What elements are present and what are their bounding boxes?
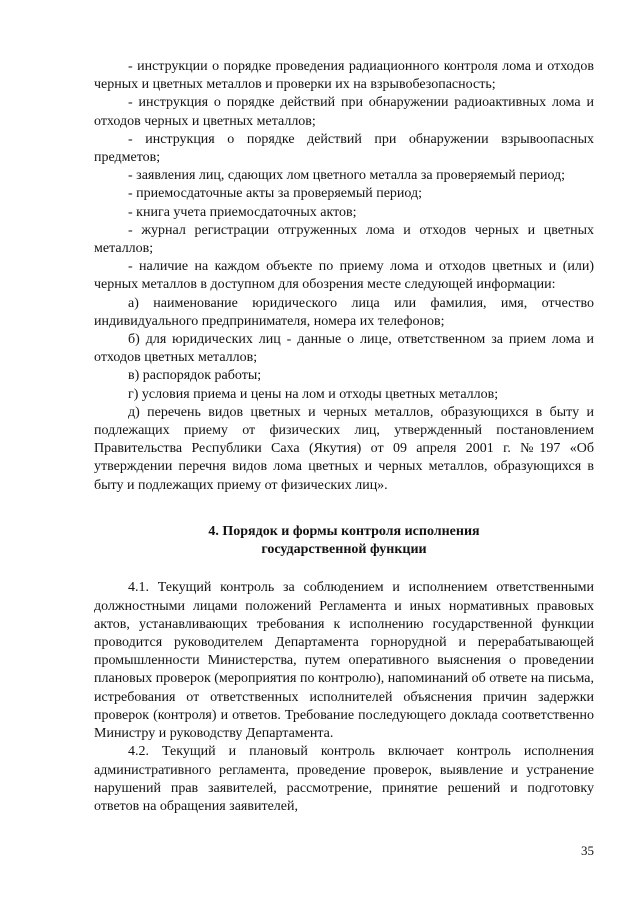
list-item: - инструкция о порядке действий при обнаружении радиоактивных лома и отходов черных и цветных металлов; (94, 95, 594, 129)
sub-list-item: а) наименование юридического лица или фамилия, имя, отчество индивидуального предпринимателя, номера их телефонов; (94, 295, 594, 329)
list-item: - заявления лиц, сдающих лом цветного металла за проверяемый период; (128, 168, 566, 184)
section-title-line-2: государственной функции (261, 541, 427, 557)
list-item: - приемосдаточные акты за проверяемый период; (128, 186, 423, 202)
list-item: - наличие на каждом объекте по приему лома и отходов цветных и (или) черных металлов в доступном для обозрения месте следующей информации: (94, 259, 594, 293)
list-item: - книга учета приемосдаточных актов; (128, 204, 357, 220)
document-body (94, 58, 594, 816)
paragraph-4-1: 4.1. Текущий контроль за соблюдением и исполнением ответственными должностными лицами положений Регламента и иных нормативных правовых актов, устанавливающих требования к исполнению государственной функции проводится руководителем Департамента горнорудной и перерабатывающей промышленности Министерства, путем оперативного выяснения о проведении плановых проверок (мероприятия по контролю), напоминаний об ответе на письма, истребования от ответственных исполнителей объяснения причин задержки проверок (контроля) и ответов. Требование последующего доклада соответственно Министру и руководству Департамента. (94, 580, 594, 742)
page-number: 35 (581, 843, 594, 858)
sub-list-item: г) условия приема и цены на лом и отходы цветных металлов; (128, 386, 499, 402)
list-item: - инструкция о порядке действий при обнаружении взрывоопасных предметов; (94, 131, 594, 166)
section-title-line-1: 4. Порядок и формы контроля исполнения (208, 523, 480, 539)
sub-list-item: д) перечень видов цветных и черных металлов, образующихся в быту и подлежащих приему от физических лиц, утвержденный постановлением Правительства Республики Саха (Якутия) от 09 апреля 2001 г. №197 «Об утверждении перечня видов лома цветных и черных металлов, образующихся в быту и подлежащих приему от физических лиц». (94, 404, 594, 493)
sub-list-item: в) распорядок работы; (128, 368, 262, 384)
paragraph-4-2: 4.2. Текущий и плановый контроль включает контроль исполнения административного регламента, проведение проверок, выявление и устранение нарушений прав заявителей, рассмотрение, принятие решений и подготовку ответов на обращения заявителей, (94, 744, 594, 814)
list-item: - инструкции о порядке проведения радиационного контроля лома и отходов черных и цветных металлов и проверки их на взрывобезопасность; (94, 59, 594, 93)
sub-list-item: б) для юридических лиц - данные о лице, ответственном за прием лома и отходов цветных металлов; (94, 332, 594, 366)
section-title (94, 523, 594, 559)
list-item: - журнал регистрации отгруженных лома и отходов черных и цветных металлов; (94, 222, 594, 257)
